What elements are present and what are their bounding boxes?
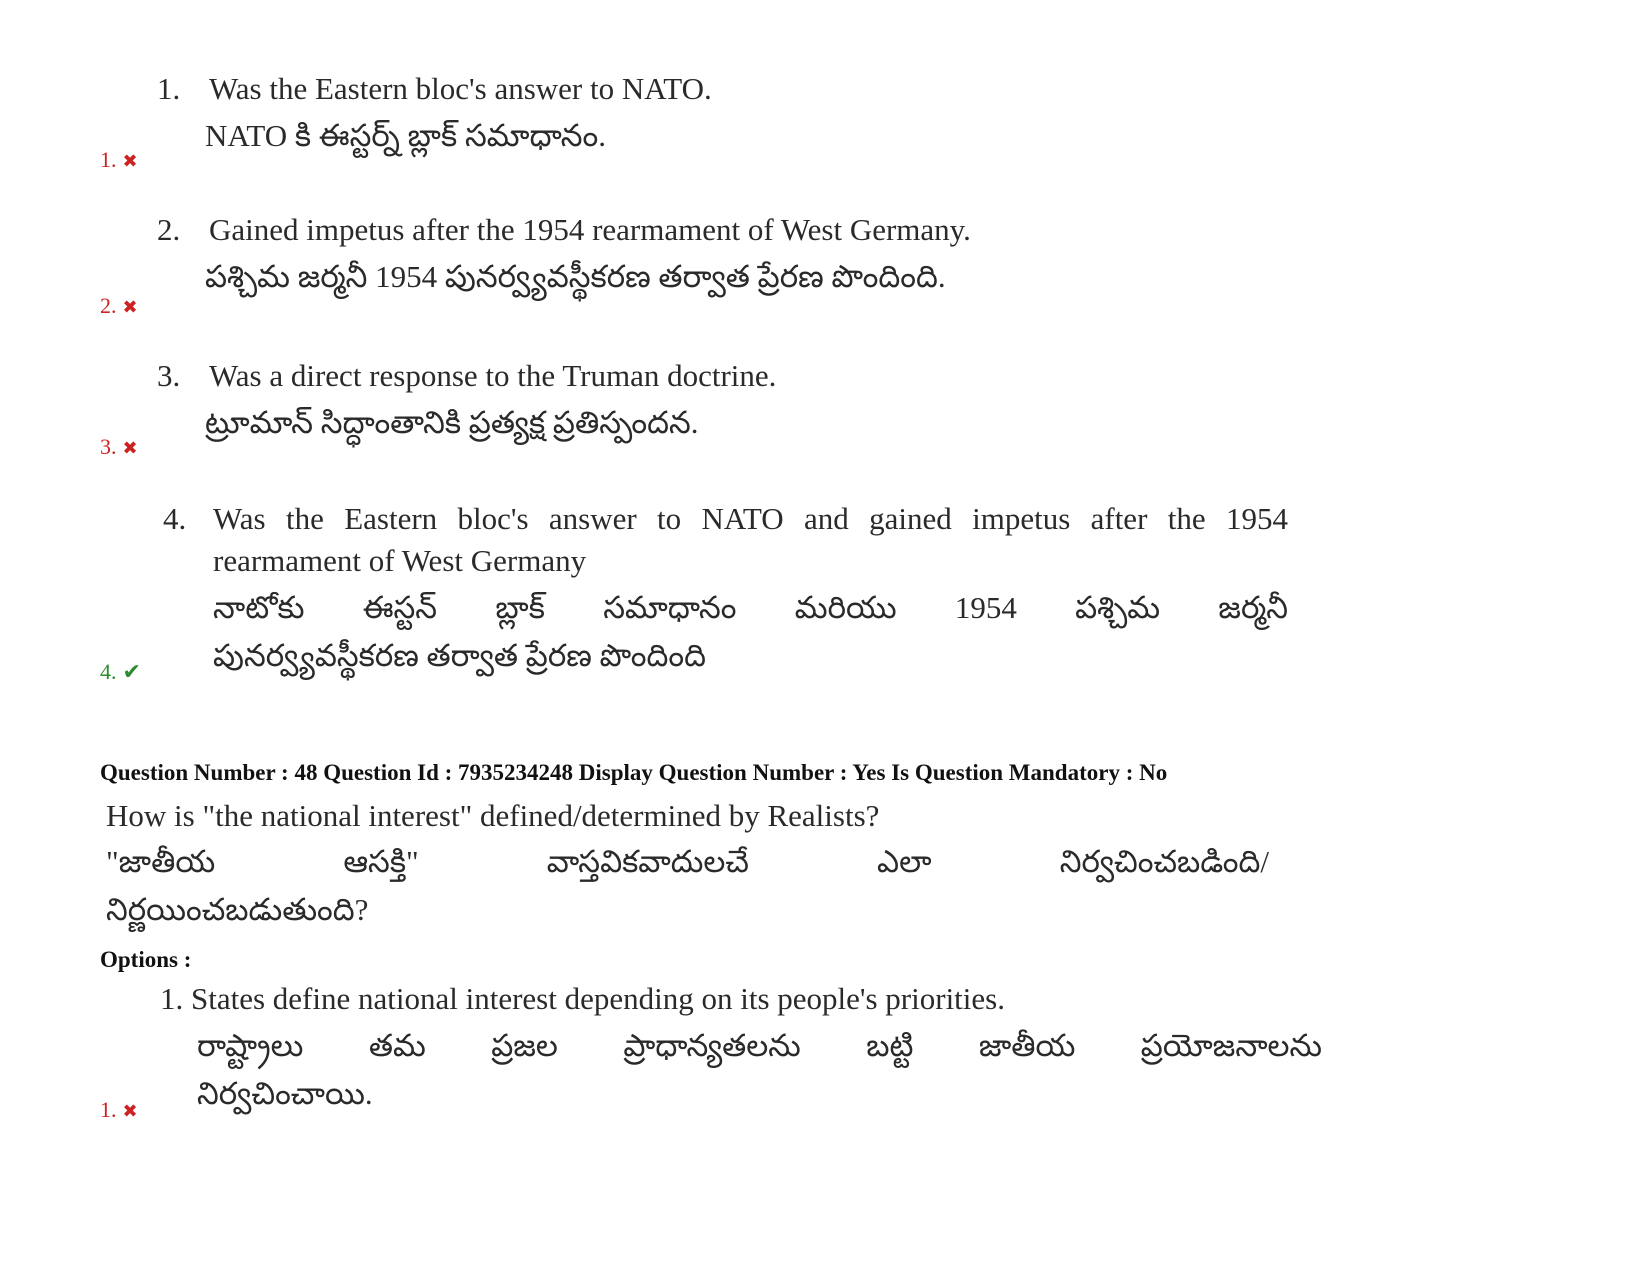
option-4-telugu-line1: నాటోకు ఈస్టన్ బ్లాక్ సమాధానం మరియు 1954 పశ్చిమ జర్మనీ — [213, 590, 1288, 625]
marker-label: 2. — [100, 293, 117, 318]
cross-icon: ✖ — [122, 297, 138, 318]
option-text: Was the Eastern bloc's answer to NATO. — [209, 71, 712, 106]
option-1-english — [157, 66, 712, 112]
options-label: Options : — [100, 947, 192, 972]
question-english: How is "the national interest" defined/determined by Realists? — [106, 798, 880, 833]
option-4-number: 4. — [163, 501, 187, 536]
option-2-english — [157, 207, 971, 253]
option-1-marker — [100, 147, 138, 175]
marker-label: 4. — [100, 659, 117, 684]
option-4-marker — [100, 659, 141, 686]
option-number: 2. — [157, 212, 181, 247]
option-2-marker — [100, 293, 138, 321]
option-4-telugu-line2: పునర్వ్యవస్థీకరణ తర్వాత ప్రేరణ పొందింది — [213, 638, 706, 673]
option-text: States define national interest depending on its people's priorities. — [191, 981, 1005, 1016]
marker-label: 1. — [100, 1097, 117, 1122]
option-1-telugu: NATO కి ఈస్టర్న్ బ్లాక్ సమాధానం. — [205, 118, 606, 153]
question-meta: Question Number : 48 Question Id : 7935234248 Display Question Number : Yes Is Question Mandatory : No — [100, 760, 1168, 785]
question-telugu-line1: "జాతీయ ఆసక్తి" వాస్తవికవాదులచే ఎలా నిర్వచించబడింది/ — [106, 844, 1269, 879]
cross-icon: ✖ — [122, 438, 138, 459]
option-number: 1. — [160, 981, 184, 1016]
option-2-telugu: పశ్చిమ జర్మనీ 1954 పునర్వ్యవస్థీకరణ తర్వాత ప్రేరణ పొందింది. — [205, 259, 946, 294]
option-3-telugu: ట్రూమాన్ సిద్ధాంతానికి ప్రత్యక్ష ప్రతిస్పందన. — [205, 405, 699, 440]
q48-option-1-marker — [100, 1097, 138, 1125]
marker-label: 1. — [100, 147, 117, 172]
option-number: 3. — [157, 358, 181, 393]
q48-option-1-telugu-line2: నిర్వచించాయి. — [197, 1076, 373, 1111]
option-text: Was a direct response to the Truman doctrine. — [209, 358, 777, 393]
option-number: 1. — [157, 71, 181, 106]
marker-label: 3. — [100, 434, 117, 459]
q48-option-1-telugu-line1: రాష్ట్రాలు తమ ప్రజల ప్రాధాన్యతలను బట్టి జాతీయ ప్రయోజనాలను — [197, 1028, 1322, 1063]
q48-option-1-english — [160, 976, 1005, 1022]
cross-icon: ✖ — [122, 1101, 138, 1122]
option-3-english — [157, 353, 776, 399]
option-4-english-line1: Was the Eastern bloc's answer to NATO and gained impetus after the 1954 — [213, 501, 1288, 536]
option-4-english-line2: rearmament of West Germany — [213, 543, 587, 578]
option-text: Gained impetus after the 1954 rearmament of West Germany. — [209, 212, 971, 247]
option-3-marker — [100, 434, 138, 462]
checkmark-icon: ✔ — [122, 660, 141, 685]
cross-icon: ✖ — [122, 151, 138, 172]
question-telugu-line2: నిర్ణయించబడుతుంది? — [106, 892, 369, 927]
